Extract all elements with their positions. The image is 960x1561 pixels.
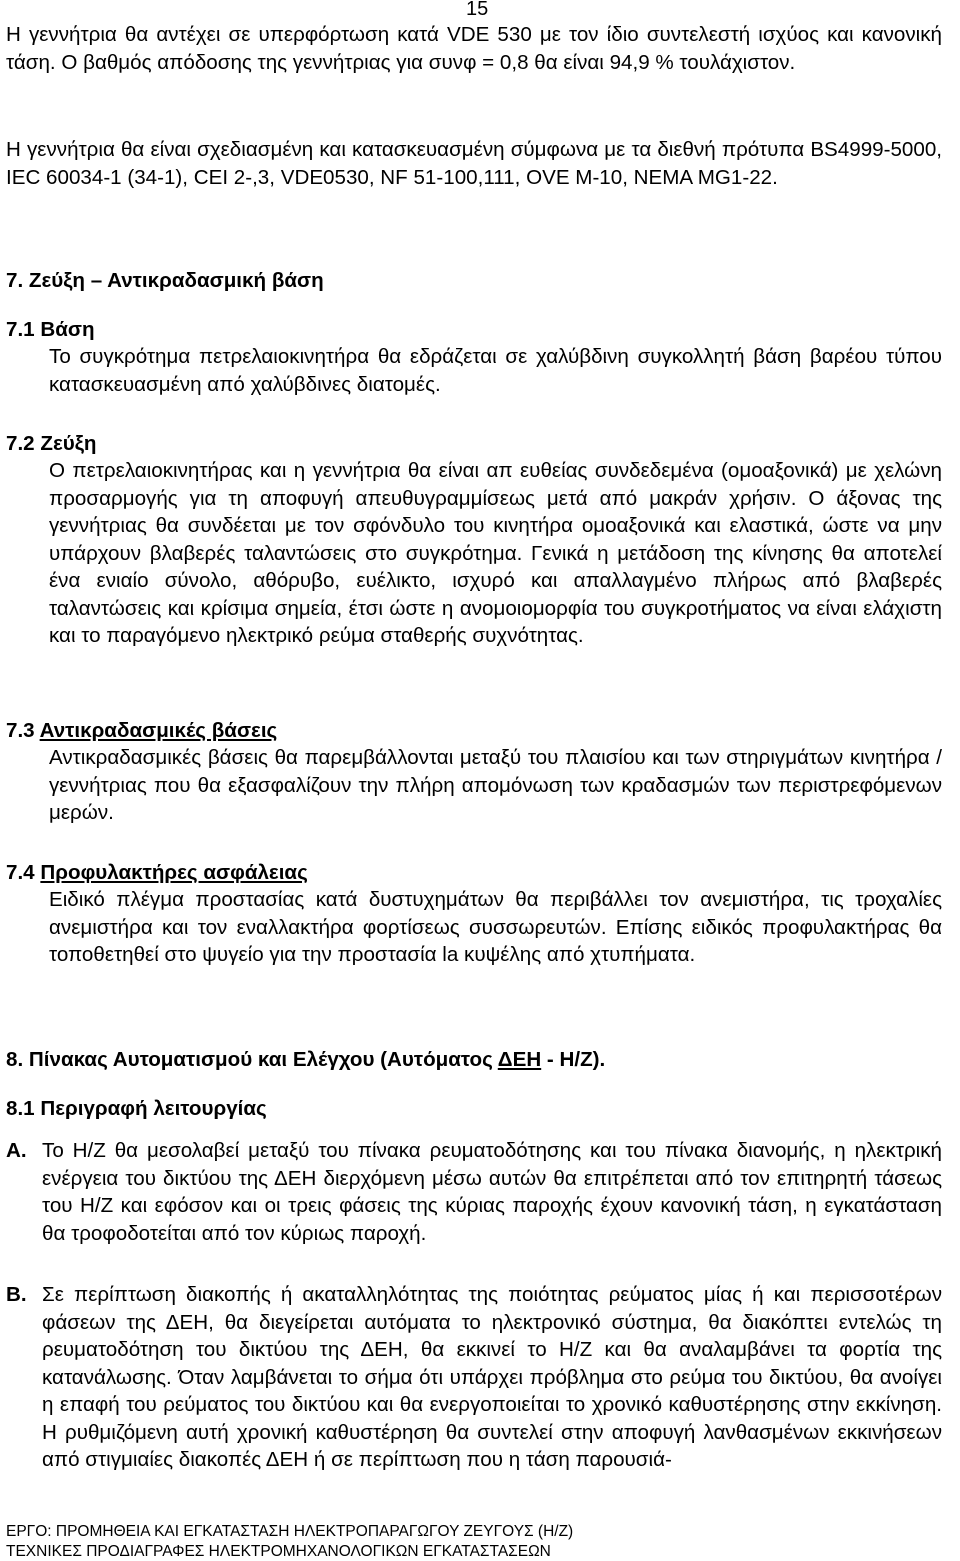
intro-paragraph-1: Η γεννήτρια θα αντέχει σε υπερφόρτωση κατά VDE 530 με τον ίδιο συντελεστή ισχύος και κανονική τάση. Ο βαθμός απόδοσης της γεννήτριας για συνφ = 0,8 θα είναι 94,9 % τουλάχιστον. — [6, 23, 942, 74]
section-7-4-number: 7.4 — [6, 861, 35, 884]
intro-paragraph-2: Η γεννήτρια θα είναι σχεδιασμένη και κατασκευασμένη σύμφωνα με τα διεθνή πρότυπα BS4999-5000, IEC 60034-1 (34-1), CEI 2-,3, VDE0530, NF 51-100,111, OVE M-10, NEMA MG1-22. — [6, 138, 942, 189]
section-7-1-number: 7.1 — [6, 318, 35, 341]
section-7-2-text: Ο πετρελαιοκινητήρας και η γεννήτρια θα είναι απ ευθείας συνδεδεμένα (ομοαξονικά) με χελώνη προσαρμογής για τη αποφυγή απευθυγραμμίσεως μετά από μακράν χρήσιν. Ο άξονας της γεννήτριας θα συνδέεται με τον σφόνδυλο του κινητήρα ομοαξονικά και ελαστικά, ώστε να μην υπάρχουν βλαβερές ταλαντώσεις στο συγκρότημα. Γενικά η μετάδοση της κίνησης θα αποτελεί ένα ενιαίο σύνολο, αθόρυβο, ευέλικτο, ισχυρό και απαλλαγμένο πλήρως από βλαβερές ταλαντώσεις και κρίσιμα σημεία, έτσι ώστε η ανομοιομορφία του συγκροτήματος να είναι ελάχιστη και το παραγόμενο ηλεκτρικό ρεύμα σταθερής συχνότητας. — [49, 459, 942, 647]
section-7-1-text: Το συγκρότημα πετρελαιοκινητήρα θα εδράζεται σε χαλύβδινη συγκολλητή βάση βαρέου τύπου κατασκευασμένη από χαλύβδινες διατομές. — [49, 345, 942, 396]
item-b-label: Β. — [6, 1283, 27, 1306]
footer-spec-line: ΤΕΧΝΙΚΕΣ ΠΡΟΔΙΑΓΡΑΦΕΣ ΗΛΕΚΤΡΟΜΗΧΑΝΟΛΟΓΙΚΩΝ ΕΓΚΑΤΑΣΤΑΣΕΩΝ — [6, 1543, 551, 1560]
item-a — [6, 1137, 942, 1247]
section-7-4-heading — [6, 859, 308, 887]
section-7-2-heading — [6, 430, 96, 458]
section-7-3-text: Αντικραδασμικές βάσεις θα παρεμβάλλονται μεταξύ του πλαισίου και των στηριγμάτων κινητήρα / γεννήτριας που θα εξασφαλίζουν την πλήρη απομόνωση των κραδασμών των περιστρεφόμενων μερών. — [49, 746, 942, 824]
section-7-3-number: 7.3 — [6, 719, 35, 742]
section-7-2-title: Ζεύξη — [40, 432, 97, 455]
section-8-heading-dei: ΔΕΗ — [497, 1048, 542, 1071]
section-8-1-heading: 8.1 Περιγραφή λειτουργίας — [6, 1097, 267, 1120]
section-7-4-title: Προφυλακτήρες ασφάλειας — [40, 861, 308, 884]
section-7-1-title: Βάση — [40, 318, 95, 341]
section-7-4-text: Ειδικό πλέγμα προστασίας κατά δυστυχημάτων θα περιβάλλει τον ανεμιστήρα, τις τροχαλίες ανεμιστήρα και τον εναλλακτήρα φορτίσεως συσσωρευτών. Επίσης ειδικός προφυλακτήρας θα τοποθετηθεί στο ψυγείο για την προστασία la κυψέλης από χτυπήματα. — [49, 888, 942, 966]
section-7-3-title: Αντικραδασμικές βάσεις — [39, 719, 278, 742]
section-7-heading: 7. Ζεύξη – Αντικραδασμική βάση — [6, 269, 324, 292]
item-a-text: Το Η/Ζ θα μεσολαβεί μεταξύ του πίνακα ρευματοδότησης και του πίνακα διανομής, η ηλεκτρική ενέργεια του δικτύου της ΔΕΗ διερχόμενη μέσω αυτών θα επιτρέπεται από τον επιτηρητή τάσεως του Η/Ζ και εφόσον και οι τρεις φάσεις της κύριας παροχής έχουν κανονική τάση, η εγκατάσταση θα τροφοδοτείται από τον κύριως παροχή. — [42, 1139, 942, 1245]
footer-project-line: ΕΡΓΟ: ΠΡΟΜΗΘΕΙΑ ΚΑΙ ΕΓΚΑΤΑΣΤΑΣΗ ΗΛΕΚΤΡΟΠΑΡΑΓΩΓΟΥ ΖΕΥΓΟΥΣ (Η/Ζ) — [6, 1523, 574, 1540]
item-b-text: Σε περίπτωση διακοπής ή ακαταλληλότητας της ποιότητας ρεύματος μίας ή και περισσοτέρων φάσεων της ΔΕΗ, θα διεγείρεται αυτόματα το ηλεκτρονικό σύστημα, θα διακόπτει εντελώς τη ρευματοδότηση του δικτύου της ΔΕΗ, θα εκκινεί το Η/Ζ και θα αναλαμβάνει τα φορτία της κατανάλωσης. Όταν λαμβάνεται το σήμα ότι υπάρχει πρόβλημα στο ρεύμα του δικτύου, θα ανοίγει η επαφή του ρεύματος του δικτύου και θα ενεργοποιείται το χρονικό καθυστέρησης στην εκκίνηση. Η ρυθμιζόμενη αυτή χρονική καθυστέρηση θα συντελεί στην αποφυγή λανθασμένων εκκινήσεων από στιγμιαίες διακοπές ΔΕΗ ή σε περίπτωση που η τάση παρουσιά- — [42, 1283, 942, 1471]
section-7-1-heading — [6, 316, 95, 344]
item-a-label: Α. — [6, 1139, 27, 1162]
section-7-2-number: 7.2 — [6, 432, 35, 455]
section-7-3-heading — [6, 717, 277, 745]
section-8-heading — [6, 1046, 605, 1074]
page-number: 15 — [466, 0, 489, 20]
section-8-heading-start: 8. Πίνακας Αυτοματισμού και Ελέγχου (Αυτόματος — [6, 1048, 498, 1071]
section-8-heading-end: - Η/Ζ). — [541, 1048, 606, 1071]
item-b — [6, 1281, 942, 1474]
